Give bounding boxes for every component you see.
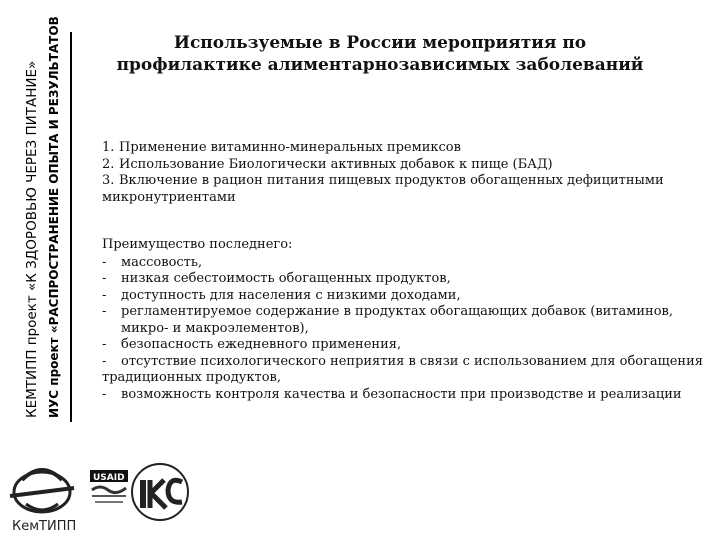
dash-marker: -	[102, 254, 107, 270]
dash-marker: -	[102, 337, 107, 352]
usaid-logo	[90, 470, 128, 502]
advantage-item	[102, 271, 717, 288]
dash-marker: -	[102, 304, 107, 319]
measures-list	[102, 140, 712, 206]
advantages-heading: Преимущество последнего:	[102, 237, 293, 252]
advantages-section	[102, 237, 717, 403]
measure-item	[102, 173, 712, 206]
slide-title: Используемые в России мероприятия по профилактике алиментарнозависимых заболеваний	[116, 33, 644, 75]
advantage-item	[102, 337, 717, 354]
advantage-item	[102, 288, 717, 305]
measure-text: Применение витаминно-минеральных премиксов	[119, 140, 461, 155]
advantage-item	[102, 304, 717, 337]
dash-marker: -	[102, 386, 107, 402]
advantage-item	[102, 354, 717, 387]
advantage-text: возможность контроля качества и безопасности при производстве и реализации	[121, 386, 682, 402]
measure-number: 1.	[102, 140, 115, 155]
measure-text: Использование Биологически активных добавок к пище (БАД)	[119, 156, 553, 172]
advantage-text: регламентируемое содержание в продуктах обогащающих добавок (витаминов, микро- и макроэлементов),	[121, 304, 673, 336]
sidebar-project-title: КЕМТИПП проект «К ЗДОРОВЬЮ ЧЕРЕЗ ПИТАНИЕ»	[24, 60, 40, 418]
advantage-text: массовость,	[121, 254, 203, 270]
iuc-wordmark: IUC	[0, 440, 3, 441]
kemtipp-caption: КемТИПП	[12, 519, 77, 534]
sidebar-iuc-project-title: ИУС проект «РАСПРОСТРАНЕНИЕ ОПЫТА И РЕЗУЛЬТАТОВ	[47, 16, 61, 418]
advantage-text: безопасность ежедневного применения,	[121, 337, 402, 352]
logos-graphic	[0, 440, 200, 540]
dash-marker: -	[102, 287, 107, 303]
measure-item	[102, 157, 712, 174]
logos-area	[0, 440, 200, 540]
dash-marker: -	[102, 271, 107, 286]
advantage-item	[102, 387, 717, 404]
dash-marker: -	[102, 353, 107, 369]
measure-text: Включение в рацион питания пищевых продуктов обогащенных дефицитными микронутриентами	[102, 173, 664, 205]
sidebar-divider	[70, 32, 72, 422]
advantage-text: доступность для населения с низкими доходами,	[121, 287, 461, 303]
usaid-wordmark: USAID	[93, 473, 125, 483]
measure-number: 3.	[102, 173, 115, 188]
measure-item	[102, 140, 712, 157]
advantage-item	[102, 255, 717, 272]
advantage-text: низкая себестоимость обогащенных продуктов,	[121, 271, 451, 286]
kemtipp-logo	[10, 470, 76, 534]
measure-number: 2.	[102, 156, 115, 172]
advantage-text: отсутствие психологического неприятия в связи с использованием для обогащения традиционных продуктов,	[102, 353, 703, 385]
